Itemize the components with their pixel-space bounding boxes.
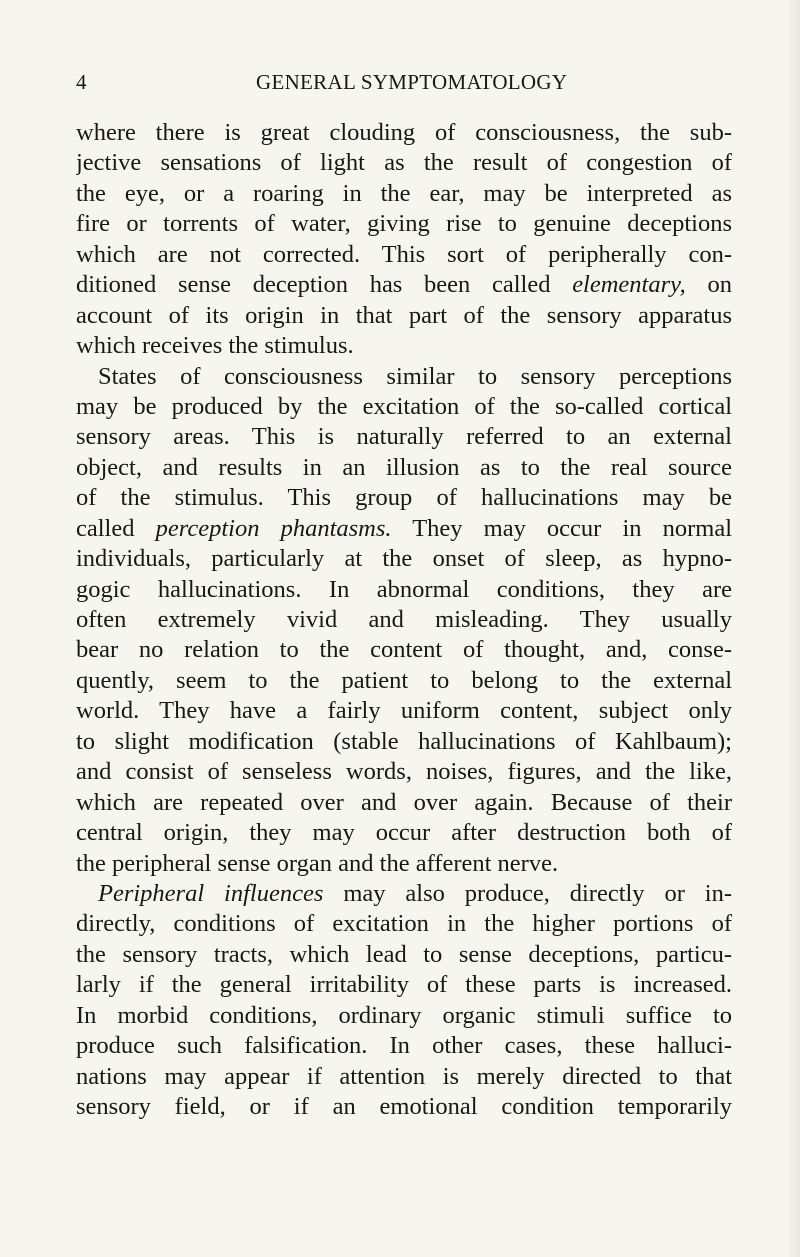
text-line: gogic hallucinations. In abnormal conditions, they are: [76, 575, 732, 603]
text-segment: They may occur in normal: [412, 514, 732, 542]
paragraph-start-line: [76, 879, 732, 909]
text-line: produce such falsification. In other cases, these halluci-: [76, 1032, 732, 1060]
running-header: [76, 70, 736, 104]
text-line: which receives the stimulus.: [76, 332, 354, 360]
italic-term: perception phantasms.: [155, 514, 392, 542]
text-segment: ditioned sense deception has been called: [76, 271, 551, 299]
text-line: directly, conditions of excitation in the higher portions of: [76, 910, 732, 938]
italic-term: elementary,: [572, 271, 686, 299]
text-line: may be produced by the excitation of the so-called cortical: [76, 392, 732, 420]
text-segment: may also produce, directly or in-: [343, 879, 732, 907]
text-line: to slight modification (stable hallucinations of Kahlbaum);: [76, 727, 732, 755]
text-line: central origin, they may occur after destruction both of: [76, 819, 732, 847]
text-line: In morbid conditions, ordinary organic stimuli suffice to: [76, 1001, 732, 1029]
text-line: which are not corrected. This sort of peripherally con-: [76, 240, 732, 268]
text-line: nations may appear if attention is merely directed to that: [76, 1062, 732, 1090]
text-line: individuals, particularly at the onset of sleep, as hypno-: [76, 545, 732, 573]
text-line: sensory field, or if an emotional condition temporarily: [76, 1093, 732, 1120]
text-line: sensory areas. This is naturally referred to an external: [76, 423, 732, 451]
text-segment: on: [707, 271, 732, 299]
page-edge-shadow: [786, 0, 800, 1257]
text-line: often extremely vivid and misleading. They usually: [76, 606, 732, 633]
text-line: quently, seem to the patient to belong to the external: [76, 666, 732, 694]
text-line: fire or torrents of water, giving rise to genuine deceptions: [76, 210, 732, 238]
text-line: [76, 270, 732, 300]
body-text: [76, 118, 732, 1122]
text-line: bear no relation to the content of thought, and, conse-: [76, 636, 732, 664]
text-line: account of its origin in that part of the sensory apparatus: [76, 301, 732, 329]
italic-term: Peripheral influences: [98, 879, 324, 907]
text-line: [76, 514, 732, 544]
text-line: world. They have a fairly uniform content, subject only: [76, 697, 732, 725]
text-line: jective sensations of light as the result of congestion of: [76, 149, 732, 177]
running-title: GENERAL SYMPTOMATOLOGY: [256, 70, 568, 94]
text-line: of the stimulus. This group of hallucinations may be: [76, 484, 732, 512]
text-line: the eye, or a roaring in the ear, may be interpreted as: [76, 179, 732, 207]
paragraph-start-line: States of consciousness similar to sensory perceptions: [98, 362, 732, 390]
page-number: 4: [76, 70, 87, 94]
text-segment: called: [76, 514, 135, 542]
text-line: which are repeated over and over again. Because of their: [76, 788, 732, 816]
text-line: larly if the general irritability of these parts is increased.: [76, 971, 732, 999]
text-line: object, and results in an illusion as to the real source: [76, 453, 732, 481]
text-line: and consist of senseless words, noises, figures, and the like,: [76, 758, 732, 786]
text-line: the peripheral sense organ and the afferent nerve.: [76, 849, 559, 877]
text-line: the sensory tracts, which lead to sense deceptions, particu-: [76, 940, 732, 968]
text-line: where there is great clouding of consciousness, the sub-: [76, 119, 732, 146]
